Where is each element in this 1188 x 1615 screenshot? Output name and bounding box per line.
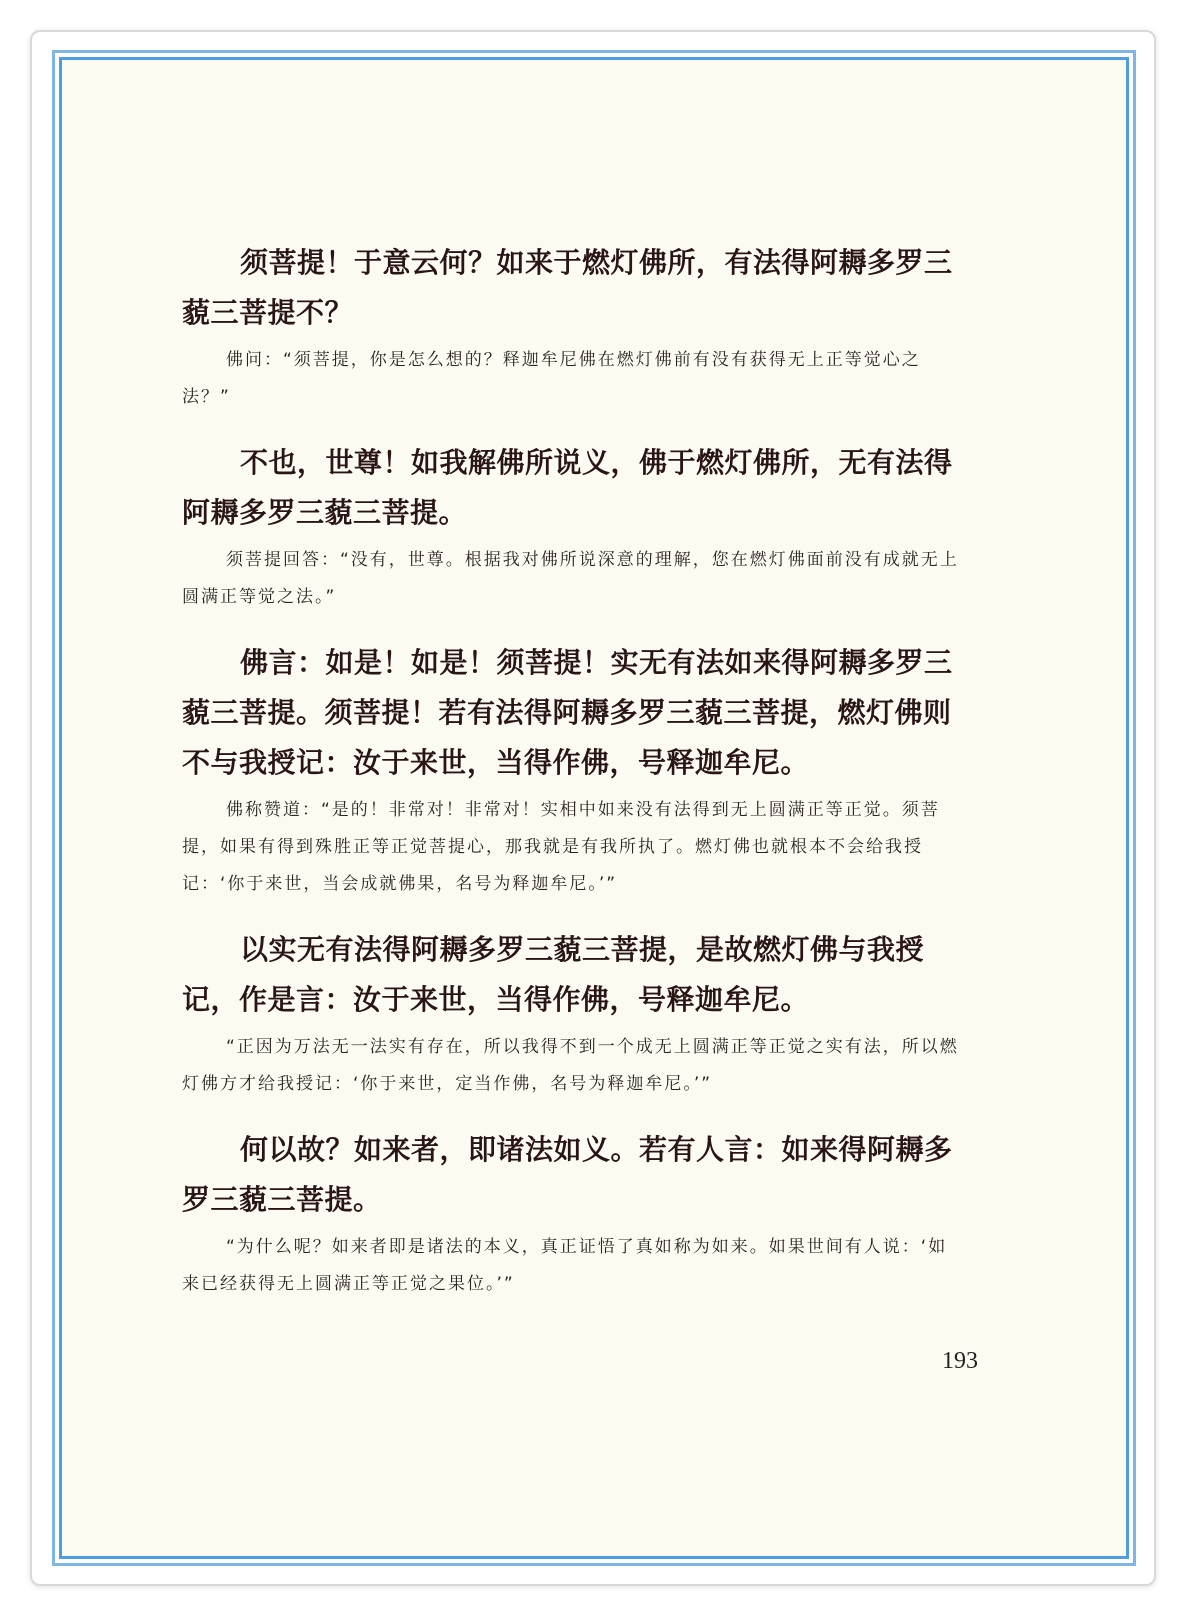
commentary-text: 佛称赞道：“是的！非常对！非常对！实相中如来没有法得到无上圆满正等正觉。须菩提，如果有得到殊胜正等正觉菩提心，那我就是有我所执了。燃灯佛也就根本不会给我授记：‘你于来世，当会成就佛果，名号为释迦牟尼。’”	[182, 800, 940, 894]
verse-block	[182, 1125, 964, 1303]
book-page	[59, 57, 1129, 1559]
verse-block	[182, 638, 964, 903]
verse-block	[182, 438, 964, 616]
sutra-text: 佛言：如是！如是！须菩提！实无有法如来得阿耨多罗三藐三菩提。须菩提！若有法得阿耨多罗三藐三菩提，燃灯佛则不与我授记：汝于来世，当得作佛，号释迦牟尼。	[182, 646, 953, 779]
page-number: 193	[942, 1348, 978, 1374]
page-frame	[52, 50, 1136, 1566]
page-content	[182, 238, 964, 1325]
sutra-text: 以实无有法得阿耨多罗三藐三菩提，是故燃灯佛与我授记，作是言：汝于来世，当得作佛，号释迦牟尼。	[182, 933, 925, 1016]
sutra-text: 不也，世尊！如我解佛所说义，佛于燃灯佛所，无有法得阿耨多罗三藐三菩提。	[182, 446, 953, 529]
sutra-text: 须菩提！于意云何？如来于燃灯佛所，有法得阿耨多罗三藐三菩提不？	[182, 246, 953, 329]
commentary-text: 佛问：“须菩提，你是怎么想的？释迦牟尼佛在燃灯佛前有没有获得无上正等觉心之法？”	[182, 350, 921, 407]
verse-block	[182, 925, 964, 1103]
sutra-text: 何以故？如来者，即诸法如义。若有人言：如来得阿耨多罗三藐三菩提。	[182, 1133, 953, 1216]
commentary-text: “为什么呢？如来者即是诸法的本义，真正证悟了真如称为如来。如果世间有人说：‘如来已经获得无上圆满正等正觉之果位。’”	[182, 1237, 948, 1294]
verse-block	[182, 238, 964, 416]
commentary-text: “正因为万法无一法实有存在，所以我得不到一个成无上圆满正等正觉之实有法，所以燃灯佛方才给我授记：‘你于来世，定当作佛，名号为释迦牟尼。’”	[182, 1037, 959, 1094]
commentary-text: 须菩提回答：“没有，世尊。根据我对佛所说深意的理解，您在燃灯佛面前没有成就无上圆满正等觉之法。”	[182, 550, 959, 607]
